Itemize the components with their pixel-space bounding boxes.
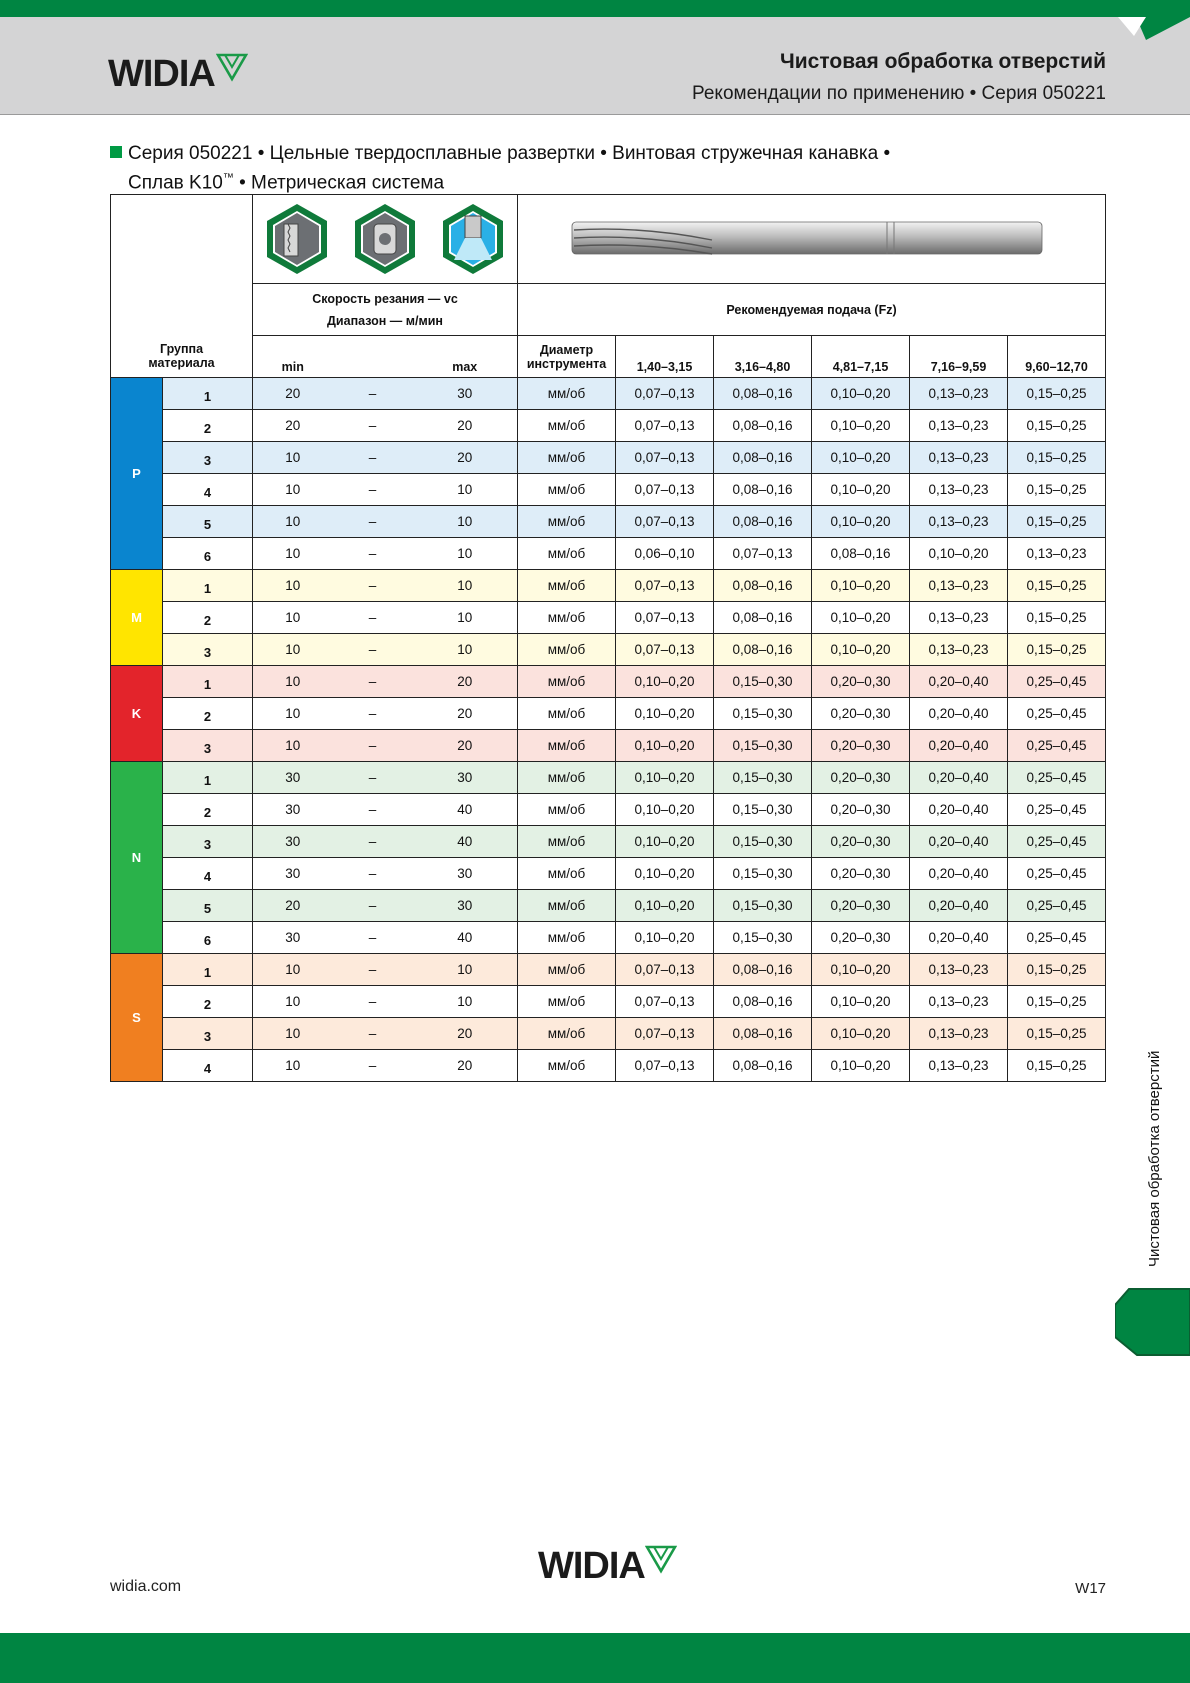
feed-unit: мм/об [518,762,616,794]
speed-min: 10 [253,1018,333,1050]
diameter-col-4: 7,16–9,59 [910,336,1008,378]
feed-value: 0,13–0,23 [910,1018,1008,1050]
diameter-col-3: 4,81–7,15 [812,336,910,378]
feed-value: 0,08–0,16 [714,602,812,634]
speed-min: 30 [253,762,333,794]
feed-value: 0,10–0,20 [616,922,714,954]
table-row [111,570,1106,602]
speed-max: 10 [413,474,518,506]
diameter-col-5: 9,60–12,70 [1008,336,1106,378]
feed-value: 0,08–0,16 [714,954,812,986]
diameter-col-2: 3,16–4,80 [714,336,812,378]
feed-value: 0,20–0,30 [812,698,910,730]
material-group-letter: P [111,378,163,570]
feed-value: 0,25–0,45 [1008,890,1106,922]
feed-unit: мм/об [518,538,616,570]
feed-value: 0,07–0,13 [616,1018,714,1050]
feed-value: 0,07–0,13 [616,602,714,634]
feed-value: 0,10–0,20 [812,410,910,442]
subgroup-number: 6 [163,538,253,570]
table-row [111,506,1106,538]
speed-max: 10 [413,634,518,666]
feed-value: 0,10–0,20 [812,602,910,634]
feed-value: 0,15–0,25 [1008,634,1106,666]
feed-value: 0,15–0,30 [714,698,812,730]
speed-max: 40 [413,826,518,858]
material-group-letter: M [111,570,163,666]
max-header: max [413,336,518,378]
feed-value: 0,20–0,30 [812,826,910,858]
widia-triangle-icon [216,53,248,83]
table-row [111,1050,1106,1082]
feed-value: 0,25–0,45 [1008,666,1106,698]
trademark-mark: ™ [222,172,234,184]
feed-value: 0,15–0,25 [1008,506,1106,538]
feed-value: 0,25–0,45 [1008,698,1106,730]
speed-max: 40 [413,922,518,954]
table-row [111,378,1106,410]
feed-value: 0,13–0,23 [1008,538,1106,570]
application-icons-cell [253,195,518,284]
speed-max: 10 [413,538,518,570]
feed-value: 0,13–0,23 [910,570,1008,602]
feed-value: 0,08–0,16 [714,442,812,474]
speed-max: 20 [413,1050,518,1082]
feed-value: 0,10–0,20 [616,890,714,922]
green-bullet-icon [110,146,122,158]
feed-value: 0,13–0,23 [910,506,1008,538]
subgroup-number: 2 [163,986,253,1018]
feed-value: 0,20–0,40 [910,666,1008,698]
material-group-letter: K [111,666,163,762]
feed-value: 0,08–0,16 [714,1018,812,1050]
speed-max: 30 [413,858,518,890]
feed-value: 0,20–0,40 [910,890,1008,922]
subgroup-number: 2 [163,602,253,634]
feed-unit: мм/об [518,602,616,634]
feed-value: 0,07–0,13 [616,570,714,602]
speed-max: 20 [413,730,518,762]
feed-speed-table [110,194,1106,1082]
tool-image-cell [518,195,1106,284]
speed-max: 20 [413,666,518,698]
feed-value: 0,10–0,20 [616,858,714,890]
min-header: min [253,336,333,378]
speed-max: 30 [413,378,518,410]
feed-value: 0,08–0,16 [714,506,812,538]
page-number: W17 [1075,1580,1106,1597]
feed-value: 0,15–0,30 [714,730,812,762]
feed-value: 0,10–0,20 [812,570,910,602]
widia-triangle-icon [645,1545,677,1575]
feed-unit: мм/об [518,730,616,762]
table-row [111,538,1106,570]
feed-value: 0,15–0,30 [714,666,812,698]
feed-value: 0,15–0,30 [714,858,812,890]
page-title: Чистовая обработка отверстий [780,50,1106,73]
feed-value: 0,20–0,30 [812,762,910,794]
series-alloy: Сплав K10 [128,172,223,194]
feed-value: 0,07–0,13 [616,474,714,506]
footer-logo [538,1545,677,1588]
feed-value: 0,08–0,16 [714,474,812,506]
material-group-letter: S [111,954,163,1082]
speed-min: 10 [253,698,333,730]
feed-value: 0,10–0,20 [616,794,714,826]
feed-value: 0,07–0,13 [616,1050,714,1082]
feed-value: 0,10–0,20 [616,730,714,762]
feed-unit: мм/об [518,986,616,1018]
feed-value: 0,20–0,30 [812,858,910,890]
speed-max: 30 [413,890,518,922]
feed-value: 0,10–0,20 [616,666,714,698]
range-spacer-header [333,336,413,378]
feed-value: 0,07–0,13 [616,442,714,474]
speed-min: 20 [253,410,333,442]
table-row [111,922,1106,954]
feed-value: 0,07–0,13 [616,954,714,986]
feed-value: 0,20–0,40 [910,730,1008,762]
series-line-1: Серия 050221 • Цельные твердосплавные развертки • Винтовая стружечная канавка • [128,143,891,164]
speed-max: 20 [413,410,518,442]
table-row [111,1018,1106,1050]
feed-value: 0,08–0,16 [714,410,812,442]
speed-min: 10 [253,634,333,666]
table-row [111,442,1106,474]
speed-max: 40 [413,794,518,826]
feed-value: 0,15–0,30 [714,762,812,794]
feed-value: 0,07–0,13 [616,634,714,666]
table-row [111,858,1106,890]
speed-min: 10 [253,1050,333,1082]
range-dash: – [333,794,413,826]
speed-max: 10 [413,954,518,986]
feed-value: 0,20–0,30 [812,666,910,698]
subgroup-number: 5 [163,890,253,922]
range-dash: – [333,570,413,602]
subgroup-number: 2 [163,794,253,826]
speed-max: 10 [413,506,518,538]
feed-value: 0,20–0,30 [812,794,910,826]
feed-value: 0,25–0,45 [1008,730,1106,762]
feed-value: 0,20–0,30 [812,730,910,762]
feed-value: 0,10–0,20 [812,442,910,474]
feed-value: 0,07–0,13 [616,378,714,410]
feed-value: 0,20–0,30 [812,922,910,954]
range-dash: – [333,954,413,986]
subgroup-number: 3 [163,1018,253,1050]
feed-unit: мм/об [518,890,616,922]
diameter-label: Диаметр инструмента [526,342,607,371]
table-row [111,474,1106,506]
feed-value: 0,13–0,23 [910,602,1008,634]
feed-unit: мм/об [518,666,616,698]
table-body [111,378,1106,1082]
table-row [111,634,1106,666]
page-subtitle: Рекомендации по применению • Серия 050221 [692,83,1106,104]
table-row [111,762,1106,794]
feed-value: 0,07–0,13 [616,410,714,442]
feed-unit: мм/об [518,570,616,602]
blind-hole-icon [352,202,418,276]
range-dash: – [333,666,413,698]
feed-value: 0,10–0,20 [812,954,910,986]
subgroup-number: 1 [163,378,253,410]
range-dash: – [333,986,413,1018]
feed-value: 0,13–0,23 [910,378,1008,410]
range-dash: – [333,826,413,858]
speed-max: 20 [413,1018,518,1050]
table-row [111,698,1106,730]
diameter-header [518,336,616,378]
feed-unit: мм/об [518,506,616,538]
feed-unit: мм/об [518,634,616,666]
footer-wordmark: WIDIA [538,1545,645,1587]
feed-value: 0,15–0,30 [714,826,812,858]
feed-value: 0,13–0,23 [910,634,1008,666]
feed-value: 0,13–0,23 [910,410,1008,442]
feed-value: 0,15–0,25 [1008,474,1106,506]
feed-value: 0,10–0,20 [812,378,910,410]
feed-value: 0,08–0,16 [714,378,812,410]
subgroup-number: 5 [163,506,253,538]
speed-min: 10 [253,442,333,474]
feed-value: 0,08–0,16 [812,538,910,570]
feed-value: 0,15–0,25 [1008,1018,1106,1050]
feed-unit: мм/об [518,410,616,442]
recommended-feed-header: Рекомендуемая подача (Fz) [518,284,1106,336]
range-dash: – [333,634,413,666]
table-row [111,730,1106,762]
feed-value: 0,10–0,20 [812,986,910,1018]
diameter-col-1: 1,40–3,15 [616,336,714,378]
range-dash: – [333,538,413,570]
subgroup-number: 1 [163,762,253,794]
feed-unit: мм/об [518,378,616,410]
material-group-letter: N [111,762,163,954]
feed-value: 0,06–0,10 [616,538,714,570]
feed-unit: мм/об [518,954,616,986]
feed-value: 0,15–0,25 [1008,378,1106,410]
feed-unit: мм/об [518,474,616,506]
range-dash: – [333,730,413,762]
feed-value: 0,20–0,40 [910,922,1008,954]
subgroup-number: 1 [163,666,253,698]
speed-min: 30 [253,858,333,890]
speed-max: 30 [413,762,518,794]
subgroup-number: 4 [163,474,253,506]
reamer-tool-image [562,216,1062,260]
feed-value: 0,10–0,20 [812,1018,910,1050]
speed-max: 20 [413,442,518,474]
cutting-speed-label: Скорость резания — vc [312,291,458,306]
speed-min: 10 [253,666,333,698]
top-green-bar [0,0,1190,17]
sidebar-vertical-label: Чистовая обработка отверстий [1146,1050,1163,1267]
speed-min: 20 [253,890,333,922]
feed-value: 0,20–0,40 [910,794,1008,826]
brand-wordmark: WIDIA [108,53,215,95]
speed-range-label: Диапазон — м/мин [327,313,443,328]
table-row [111,602,1106,634]
speed-max: 10 [413,602,518,634]
speed-min: 10 [253,570,333,602]
feed-value: 0,10–0,20 [812,506,910,538]
feed-value: 0,10–0,20 [910,538,1008,570]
feed-unit: мм/об [518,858,616,890]
feed-value: 0,20–0,30 [812,890,910,922]
feed-value: 0,25–0,45 [1008,826,1106,858]
series-system: • Метрическая система [233,172,445,194]
cutting-speed-header [253,284,518,336]
feed-value: 0,25–0,45 [1008,858,1106,890]
speed-max: 20 [413,698,518,730]
table-row [111,794,1106,826]
range-dash: – [333,602,413,634]
feed-value: 0,08–0,16 [714,634,812,666]
material-group-header [111,336,253,378]
coolant-icon [440,202,506,276]
feed-value: 0,13–0,23 [910,954,1008,986]
speed-max: 10 [413,570,518,602]
speed-min: 30 [253,922,333,954]
feed-value: 0,15–0,25 [1008,1050,1106,1082]
speed-min: 10 [253,954,333,986]
range-dash: – [333,922,413,954]
range-dash: – [333,698,413,730]
range-dash: – [333,410,413,442]
subgroup-number: 2 [163,410,253,442]
feed-unit: мм/об [518,794,616,826]
feed-value: 0,08–0,16 [714,1050,812,1082]
speed-min: 10 [253,538,333,570]
table-row [111,986,1106,1018]
feed-value: 0,08–0,16 [714,570,812,602]
speed-min: 10 [253,474,333,506]
range-dash: – [333,858,413,890]
feed-value: 0,15–0,30 [714,922,812,954]
feed-value: 0,10–0,20 [812,1050,910,1082]
subgroup-number: 1 [163,570,253,602]
speed-max: 10 [413,986,518,1018]
feed-unit: мм/об [518,442,616,474]
feed-value: 0,15–0,25 [1008,954,1106,986]
table-row [111,890,1106,922]
table-row [111,826,1106,858]
feed-value: 0,25–0,45 [1008,794,1106,826]
range-dash: – [333,506,413,538]
corner-tab-icon [1108,0,1190,40]
table-row [111,954,1106,986]
feed-value: 0,07–0,13 [616,506,714,538]
speed-min: 30 [253,826,333,858]
feed-unit: мм/об [518,922,616,954]
speed-min: 10 [253,986,333,1018]
subgroup-number: 1 [163,954,253,986]
speed-min: 10 [253,602,333,634]
feed-value: 0,15–0,30 [714,890,812,922]
feed-value: 0,10–0,20 [616,698,714,730]
feed-value: 0,20–0,40 [910,698,1008,730]
series-heading [110,142,890,195]
footer-url[interactable]: widia.com [110,1578,182,1595]
feed-unit: мм/об [518,698,616,730]
speed-min: 10 [253,506,333,538]
subgroup-number: 3 [163,442,253,474]
range-dash: – [333,442,413,474]
feed-value: 0,10–0,20 [616,826,714,858]
through-hole-icon [264,202,330,276]
subgroup-number: 3 [163,730,253,762]
feed-value: 0,13–0,23 [910,442,1008,474]
subgroup-number: 2 [163,698,253,730]
range-dash: – [333,1050,413,1082]
feed-value: 0,15–0,25 [1008,410,1106,442]
feed-value: 0,08–0,16 [714,986,812,1018]
speed-min: 20 [253,378,333,410]
feed-value: 0,15–0,30 [714,794,812,826]
subgroup-number: 6 [163,922,253,954]
range-dash: – [333,1018,413,1050]
table-row [111,666,1106,698]
material-group-label: Группа материала [148,341,215,370]
blank-corner-cell [111,195,253,336]
feed-value: 0,10–0,20 [812,634,910,666]
range-dash: – [333,378,413,410]
feed-value: 0,07–0,13 [616,986,714,1018]
subgroup-number: 3 [163,826,253,858]
feed-value: 0,07–0,13 [714,538,812,570]
feed-value: 0,13–0,23 [910,474,1008,506]
feed-unit: мм/об [518,826,616,858]
subgroup-number: 3 [163,634,253,666]
feed-value: 0,13–0,23 [910,986,1008,1018]
subgroup-number: 4 [163,1050,253,1082]
feed-value: 0,15–0,25 [1008,602,1106,634]
feed-unit: мм/об [518,1018,616,1050]
range-dash: – [333,762,413,794]
feed-value: 0,20–0,40 [910,826,1008,858]
feed-value: 0,25–0,45 [1008,922,1106,954]
feed-unit: мм/об [518,1050,616,1082]
feed-value: 0,10–0,20 [812,474,910,506]
feed-value: 0,15–0,25 [1008,442,1106,474]
bottom-green-bar [0,1633,1190,1683]
feed-value: 0,20–0,40 [910,762,1008,794]
feed-value: 0,20–0,40 [910,858,1008,890]
side-tab-icon [1115,1287,1190,1357]
table-row [111,410,1106,442]
range-dash: – [333,890,413,922]
feed-value: 0,10–0,20 [616,762,714,794]
feed-value: 0,13–0,23 [910,1050,1008,1082]
feed-value: 0,15–0,25 [1008,570,1106,602]
feed-value: 0,15–0,25 [1008,986,1106,1018]
page-header [0,17,1190,115]
speed-min: 30 [253,794,333,826]
range-dash: – [333,474,413,506]
subgroup-number: 4 [163,858,253,890]
speed-min: 10 [253,730,333,762]
brand-logo [108,53,248,96]
feed-value: 0,25–0,45 [1008,762,1106,794]
